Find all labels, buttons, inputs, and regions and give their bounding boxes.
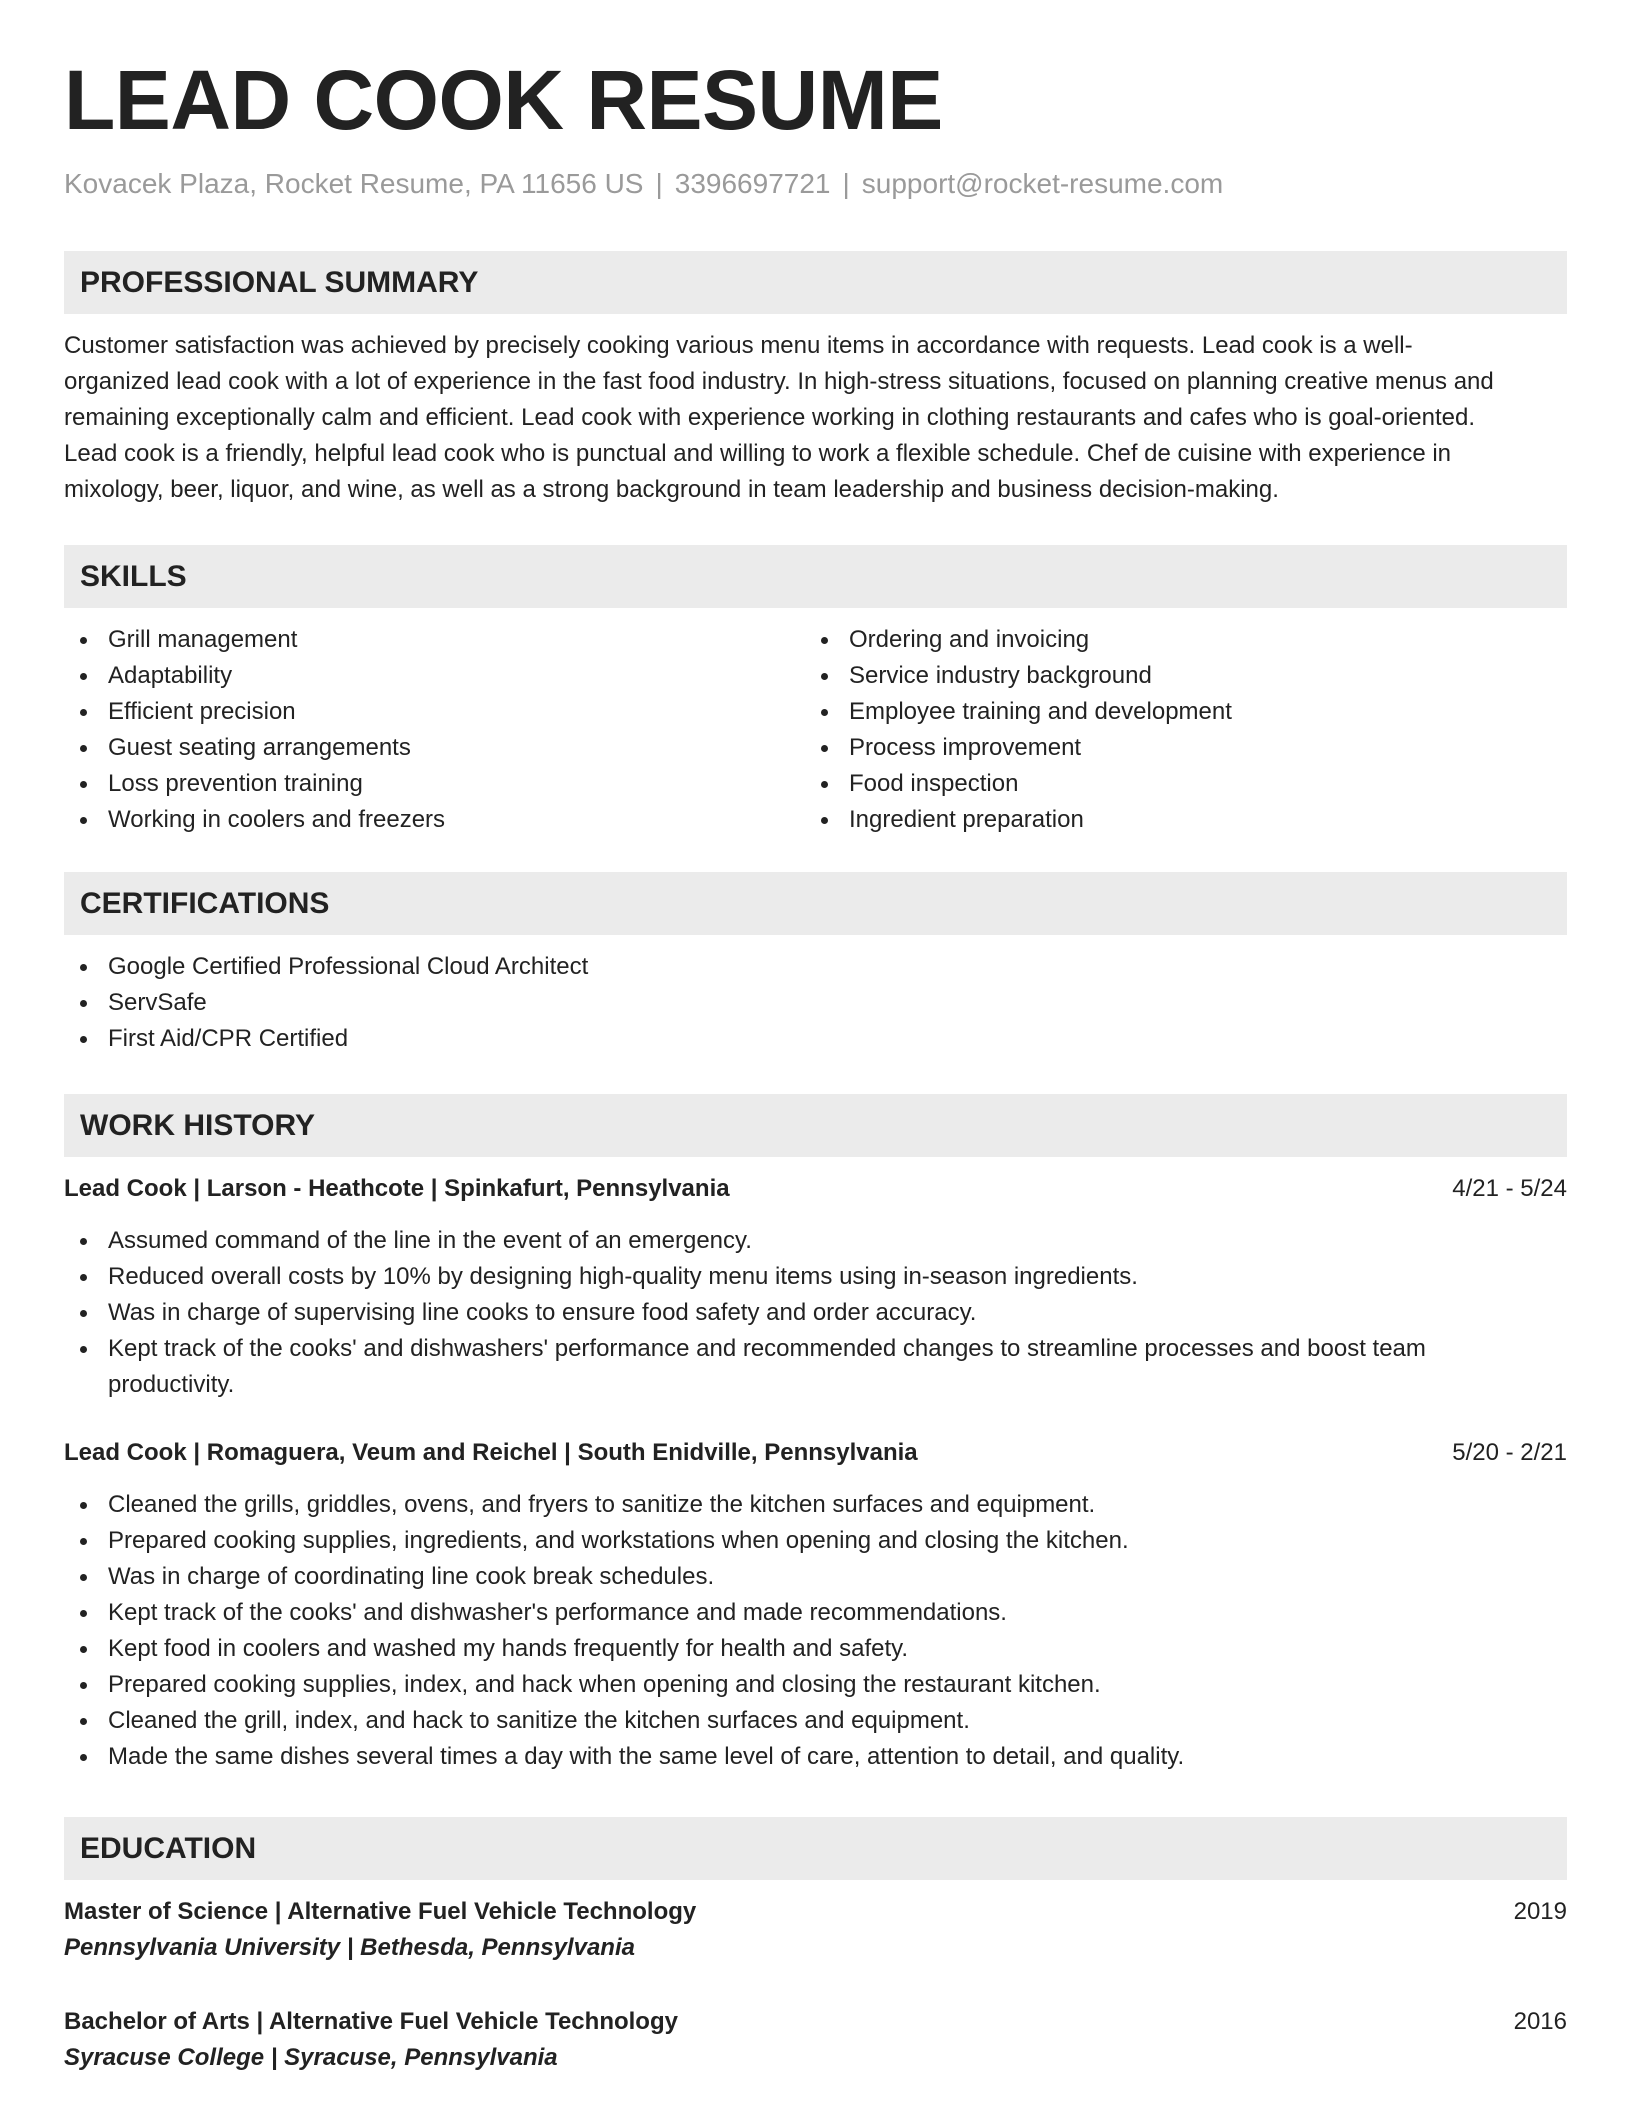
job-bullet: Made the same dishes several times a day with the same level of care, attention to detail, and quality. [64, 1739, 1567, 1775]
job-bullet-continuation-text: productivity. [108, 1371, 235, 1398]
contact-line [64, 168, 1223, 200]
job-bullet: Reduced overall costs by 10% by designing high-quality menu items using in-season ingredients. [64, 1259, 1567, 1295]
education-section [64, 1817, 1567, 2076]
summary-line: organized lead cook with a lot of experience in the fast food industry. In high-stress situations, focused on planning creative menus and [64, 368, 1494, 395]
summary-section [64, 251, 1567, 508]
skill-item: Employee training and development [805, 694, 1546, 730]
certifications-section [64, 872, 1567, 1057]
skill-item: Working in coolers and freezers [64, 802, 805, 838]
contact-phone: 3396697721 [674, 168, 831, 199]
contact-separator: | [655, 168, 663, 199]
job-dates: 5/20 - 2/21 [1452, 1439, 1567, 1466]
skill-item: Ingredient preparation [805, 802, 1546, 838]
resume-title: LEAD COOK RESUME [64, 53, 943, 147]
certifications-heading: CERTIFICATIONS [64, 872, 1567, 935]
education-year: 2016 [1513, 2008, 1567, 2035]
job-dates: 4/21 - 5/24 [1452, 1175, 1567, 1202]
contact-email: support@rocket-resume.com [861, 168, 1224, 199]
education-header [64, 1894, 1567, 1930]
summary-line: mixology, beer, liquor, and wine, as well as a strong background in team leadership and business decision-making. [64, 476, 1279, 503]
work-section [64, 1094, 1567, 1775]
job-header [64, 1171, 1567, 1207]
job-header [64, 1435, 1567, 1471]
skill-item: Process improvement [805, 730, 1546, 766]
skills-columns [64, 622, 1567, 838]
education-heading: EDUCATION [64, 1817, 1567, 1880]
education-school: Syracuse College | Syracuse, Pennsylvania [64, 2044, 558, 2071]
skills-heading: SKILLS [64, 545, 1567, 608]
job-bullet: Cleaned the grill, index, and hack to sanitize the kitchen surfaces and equipment. [64, 1703, 1567, 1739]
certification-item: Google Certified Professional Cloud Architect [64, 949, 1567, 985]
contact-address: Kovacek Plaza, Rocket Resume, PA 11656 US [64, 168, 644, 199]
job-bullet: Prepared cooking supplies, ingredients, and workstations when opening and closing the kitchen. [64, 1523, 1567, 1559]
skill-item: Loss prevention training [64, 766, 805, 802]
job-bullet: Kept track of the cooks' and dishwasher's performance and made recommendations. [64, 1595, 1567, 1631]
summary-line: remaining exceptionally calm and efficient. Lead cook with experience working in clothing restaurants and cafes who is goal-oriented. [64, 404, 1476, 431]
job-bullet: Assumed command of the line in the event of an emergency. [64, 1223, 1567, 1259]
education-entry [64, 2004, 1567, 2076]
skill-item: Service industry background [805, 658, 1546, 694]
job-title: Lead Cook | Larson - Heathcote | Spinkafurt, Pennsylvania [64, 1175, 730, 1202]
job-entry [64, 1171, 1567, 1403]
certification-item: ServSafe [64, 985, 1567, 1021]
certification-item: First Aid/CPR Certified [64, 1021, 1567, 1057]
skill-item: Guest seating arrangements [64, 730, 805, 766]
skill-item: Grill management [64, 622, 805, 658]
job-bullet: Cleaned the grills, griddles, ovens, and fryers to sanitize the kitchen surfaces and equipment. [64, 1487, 1567, 1523]
skill-item: Food inspection [805, 766, 1546, 802]
job-bullets [64, 1487, 1567, 1775]
job-bullet-continuation [64, 1367, 1567, 1403]
education-entry [64, 1894, 1567, 1966]
job-bullet: Was in charge of supervising line cooks to ensure food safety and order accuracy. [64, 1295, 1567, 1331]
skills-section [64, 545, 1567, 838]
skill-item: Ordering and invoicing [805, 622, 1546, 658]
skill-item: Adaptability [64, 658, 805, 694]
job-bullet: Was in charge of coordinating line cook break schedules. [64, 1559, 1567, 1595]
summary-heading: PROFESSIONAL SUMMARY [64, 251, 1567, 314]
job-entry [64, 1435, 1567, 1775]
education-school: Pennsylvania University | Bethesda, Pennsylvania [64, 1934, 635, 1961]
summary-line: Lead cook is a friendly, helpful lead cook who is punctual and willing to work a flexible schedule. Chef de cuisine with experience in [64, 440, 1452, 467]
job-bullets [64, 1223, 1567, 1403]
skills-list-left [64, 622, 805, 838]
job-title: Lead Cook | Romaguera, Veum and Reichel | South Enidville, Pennsylvania [64, 1439, 918, 1466]
contact-separator: | [842, 168, 850, 199]
education-year: 2019 [1513, 1898, 1567, 1925]
summary-text [64, 328, 1567, 508]
skills-list-right [805, 622, 1546, 838]
skill-item: Efficient precision [64, 694, 805, 730]
job-bullet: Prepared cooking supplies, index, and hack when opening and closing the restaurant kitchen. [64, 1667, 1567, 1703]
work-heading: WORK HISTORY [64, 1094, 1567, 1157]
education-header [64, 2004, 1567, 2040]
certifications-list [64, 949, 1567, 1057]
job-bullet: Kept track of the cooks' and dishwashers' performance and recommended changes to streamline processes and boost team [64, 1331, 1567, 1367]
job-bullet: Kept food in coolers and washed my hands frequently for health and safety. [64, 1631, 1567, 1667]
summary-line: Customer satisfaction was achieved by precisely cooking various menu items in accordance with requests. Lead cook is a well- [64, 332, 1413, 359]
education-degree: Master of Science | Alternative Fuel Vehicle Technology [64, 1898, 697, 1925]
education-degree: Bachelor of Arts | Alternative Fuel Vehicle Technology [64, 2008, 678, 2035]
